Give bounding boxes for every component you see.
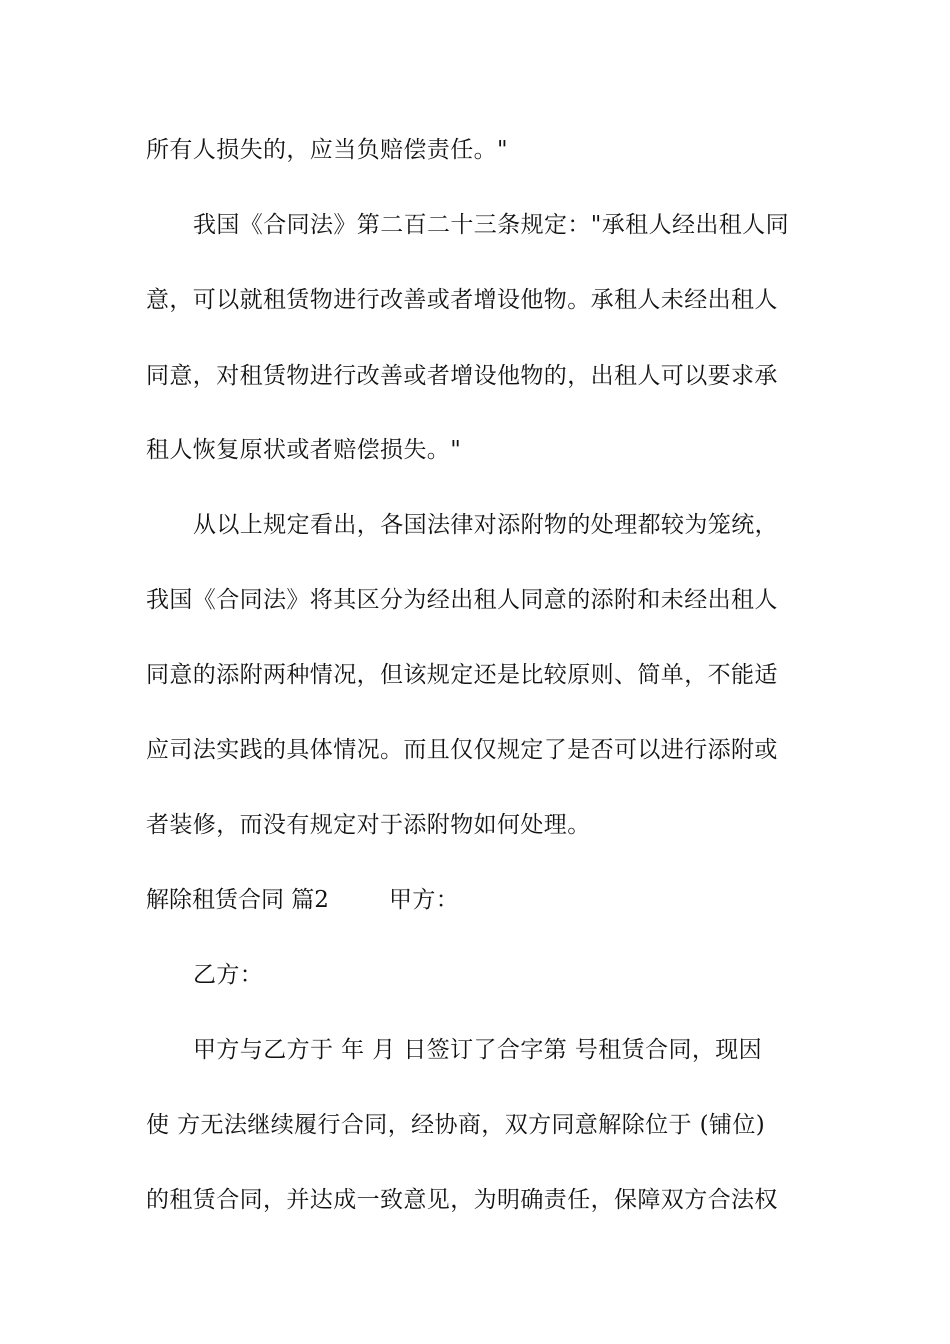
paragraph-line: 租人恢复原状或者赔偿损失。" [146,437,462,463]
section-title: 解除租赁合同 篇2 [146,887,329,913]
section-heading [146,885,846,915]
paragraph-line: 同意的添附两种情况，但该规定还是比较原则、简单，不能适 [146,662,778,688]
paragraph-line: 应司法实践的具体情况。而且仅仅规定了是否可以进行添附或 [146,737,778,763]
paragraph-line: 同意，对租赁物进行改善或者增设他物的，出租人可以要求承 [146,363,778,389]
paragraph-line: 者装修，而没有规定对于添附物如何处理。 [146,812,591,838]
contract-line: 使 方无法继续履行合同，经协商，双方同意解除位于 (铺位) [146,1112,766,1138]
party-b-label: 乙方： [193,962,264,988]
party-a-label: 甲方： [389,887,460,913]
contract-line: 甲方与乙方于 年 月 日签订了合字第 号租赁合同，现因 [193,1037,763,1063]
paragraph-line: 从以上规定看出，各国法律对添附物的处理都较为笼统， [193,512,778,538]
contract-line: 的租赁合同，并达成一致意见，为明确责任，保障双方合法权 [146,1187,778,1213]
paragraph-line: 所有人损失的，应当负赔偿责任。" [146,137,508,163]
paragraph-line: 意，可以就租赁物进行改善或者增设他物。承租人未经出租人 [146,287,778,313]
paragraph-line: 我国《合同法》第二百二十三条规定："承租人经出租人同 [193,212,789,238]
paragraph-line: 我国《合同法》将其区分为经出租人同意的添附和未经出租人 [146,587,778,613]
